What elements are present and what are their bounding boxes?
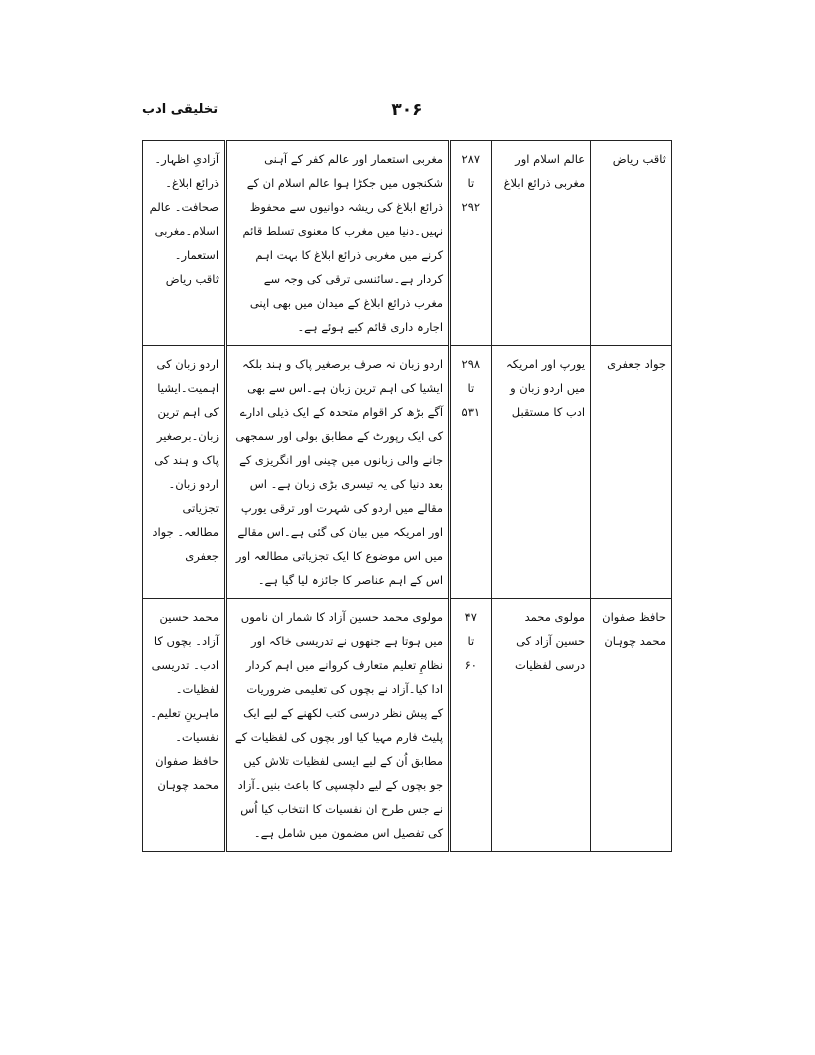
author-cell: جواد جعفری [591,346,672,599]
title-cell: یورپ اور امریکہ میں اردو زبان و ادب کا مستقبل [491,346,591,599]
page-end: ۵۳۱ [461,405,481,419]
pages-cell [450,599,491,852]
table-row [143,599,672,852]
keywords-cell: آزادیِ اظہار۔ ذرائع ابلاغ۔ صحافت۔ عالم اسلام۔مغربی استعمار۔ ثاقب ریاض [143,141,226,346]
title-cell: مولوی محمد حسین آزاد کی درسی لفظیات [491,599,591,852]
page-to: تا [467,381,475,395]
page-number: ۳۰۶ [391,100,423,120]
page-start: ۲۸۷ [461,152,481,166]
summary-cell: مولوی محمد حسین آزاد کا شمار ان ناموں میں ہوتا ہے جنھوں نے تدریسی خاکہ اور نظامِ تعلیم متعارف کروانے میں اہم کردار ادا کیا۔آزاد نے بچوں کی تعلیمی ضروریات کے پیش نظر درسی کتب لکھنے کے لیے ایک پلیٹ فارم مہیا کیا اور بچوں کی لفظیات کے مطابق اُن کے لیے ایسی لفظیات تلاش کیں جو بچوں کے لیے دلچسپی کا باعث بنیں۔آزاد نے جس طرح ان نفسیات کا انتخاب کیا اُس کی تفصیل اس مضمون میں شامل ہے۔ [226,599,450,852]
page-start: ۴۷ [464,610,477,624]
page-end: ۶۰ [464,658,477,672]
table-row [143,141,672,346]
page-to: تا [467,176,475,190]
pages-cell [450,141,491,346]
page-to: تا [467,634,475,648]
article-index-table [142,140,672,852]
journal-name: تخلیقی ادب [142,102,219,117]
author-cell: حافظ صفوان محمد چوہان [591,599,672,852]
summary-cell: اردو زبان نہ صرف برصغیر پاک و ہند بلکہ ایشیا کی اہم ترین زبان ہے۔اس سے بھی آگے بڑھ کر اقوام متحدہ کے ایک ذیلی ادارے کی ایک رپورٹ کے مطابق بولی اور سمجھی جانے والی زبانوں میں چینی اور انگریزی کے بعد دنیا کی یہ تیسری بڑی زبان ہے۔ اس مقالے میں اردو کی شہرت اور ترقی یورپ اور امریکہ میں بیان کی گئی ہے۔اس مقالے میں اس موضوع کا ایک تجزیاتی مطالعہ اور اس کے اہم عناصر کا جائزہ لیا گیا ہے۔ [226,346,450,599]
title-cell: عالم اسلام اور مغربی ذرائع ابلاغ [491,141,591,346]
pages-cell [450,346,491,599]
keywords-cell: اردو زبان کی اہمیت۔ایشیا کی اہم ترین زبان۔برصغیر پاک و ہند کی اردو زبان۔تجزیاتی مطالعہ۔ جواد جعفری [143,346,226,599]
page-header [142,100,672,124]
keywords-cell: محمد حسین آزاد۔ بچوں کا ادب۔ تدریسی لفظیات۔ ماہرینِ تعلیم۔ نفسیات۔ حافظ صفوان محمد چوہان [143,599,226,852]
author-cell: ثاقب ریاض [591,141,672,346]
table-row [143,346,672,599]
page-end: ۲۹۲ [461,200,481,214]
summary-cell: مغربی استعمار اور عالم کفر کے آہنی شکنجوں میں جکڑا ہوا عالم اسلام ان کے ذرائع ابلاغ کی ریشہ دوانیوں سے محفوظ نہیں۔دنیا میں مغرب کا معنوی تسلط قائم کرنے میں مغربی ذرائع ابلاغ کا بہت اہم کردار ہے۔سائنسی ترقی کی وجہ سے مغرب ذرائع ابلاغ کے میدان میں بھی اپنی اجارہ داری قائم کیے ہوئے ہے۔ [226,141,450,346]
page-start: ۲۹۸ [461,357,481,371]
